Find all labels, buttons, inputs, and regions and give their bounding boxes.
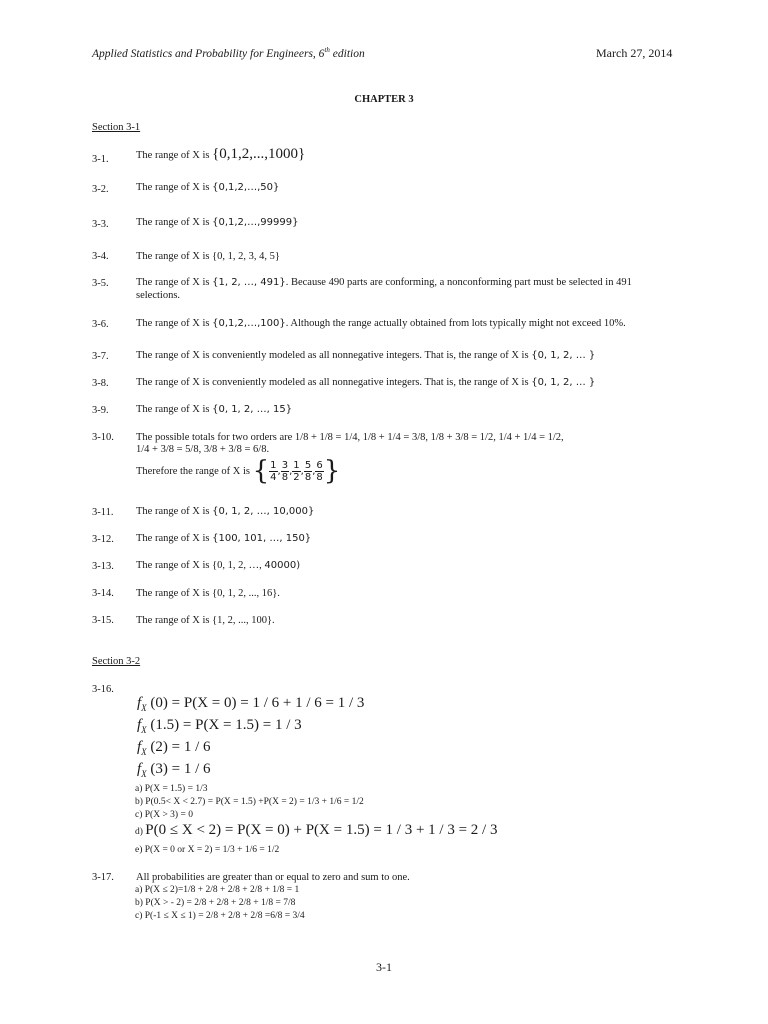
problem-text-cont: Therefore the range of X is { $\frac{1}{4}$ , $\frac{3}{8}$ , $\frac{1}{2}$ , $\frac{5}{8}$ , $\frac{6}{8}$ } [136,456,341,486]
equation-line: $f_X$ (3) = 1 / 6 [137,761,211,779]
problem-text: The range of X is {0, 1, 2, …, 15} [136,404,293,415]
problem-number: 3-6. [92,319,109,330]
equation-line: $f_X$ (1.5) = P(X = 1.5) = 1 / 3 [137,717,302,735]
problem-text: The range of X is {1, 2, ..., 100}. [136,615,275,626]
sub-answer: d) P(0 ≤ X < 2) = P(X = 0) + P(X = 1.5) = 1 / 3 + 1 / 3 = 2 / 3 [135,822,498,838]
problem-number: 3-1. [92,154,109,165]
book-title: Applied Statistics and Probability for Engineers, 6th edition [92,46,365,60]
problem-number: 3-5. [92,278,109,289]
sub-answer: c) P(X > 3) = 0 [135,810,193,820]
problem-text: The range of X is conveniently modeled as all nonnegative integers. That is, the range of X is {0, 1, 2, … } [136,377,596,388]
problem-text: The range of X is {0, 1, 2, ..., 16}. [136,588,280,599]
problem-text-cont: selections. [136,290,181,301]
problem-text: The range of X is {0,1,2,…,99999} [136,217,299,228]
problem-text: The range of X is {0,1,2,...,1000} [136,146,306,162]
problem-number: 3-9. [92,405,109,416]
problem-number: 3-10. [92,432,114,443]
problem-text: The range of X is {0,1,2,…,50} [136,182,280,193]
page-number: 3-1 [376,960,392,974]
problem-text-cont: 1/4 + 3/8 = 5/8, 3/8 + 3/8 = 6/8. [136,444,270,455]
problem-text: The range of X is {0, 1, 2, …, 40000) [136,560,301,571]
problem-text: The range of X is {0,1,2,…,100}. Although the range actually obtained from lots typically might not exceed 10%. [136,318,626,329]
sub-answer: b) P(X > - 2) = 2/8 + 2/8 + 2/8 + 1/8 = 7/8 [135,898,296,908]
problem-text: The range of X is {0, 1, 2, 3, 4, 5} [136,251,280,262]
problem-number: 3-2. [92,184,109,195]
fraction: $\frac{6}{8}$ [316,459,323,483]
sub-answer: a) P(X ≤ 2)=1/8 + 2/8 + 2/8 + 2/8 + 1/8 = 1 [135,885,300,895]
problem-number: 3-12. [92,534,114,545]
problem-number: 3-4. [92,251,109,262]
problem-number: 3-7. [92,351,109,362]
fraction: $\frac{1}{2}$ [293,459,300,483]
problem-text: The range of X is conveniently modeled as all nonnegative integers. That is, the range of X is {0, 1, 2, … } [136,350,596,361]
problem-number: 3-17. [92,872,114,883]
sub-answer: a) P(X = 1.5) = 1/3 [135,784,208,794]
problem-text: The range of X is {100, 101, …, 150} [136,533,312,544]
problem-text: The range of X is {0, 1, 2, …, 10,000} [136,506,315,517]
problem-number: 3-8. [92,378,109,389]
problem-number: 3-15. [92,615,114,626]
sub-answer: c) P(-1 ≤ X ≤ 1) = 2/8 + 2/8 + 2/8 =6/8 = 3/4 [135,911,305,921]
problem-number: 3-14. [92,588,114,599]
problem-text: The possible totals for two orders are 1/8 + 1/8 = 1/4, 1/8 + 1/4 = 3/8, 1/8 + 3/8 = 1/2, 1/4 + 1/4 = 1/2, [136,432,564,443]
chapter-title: CHAPTER 3 [354,94,414,105]
equation-line: $f_X$ (2) = 1 / 6 [137,739,211,757]
section-heading: Section 3-2 [92,656,141,667]
problem-text: The range of X is {1, 2, …, 491}. Because 490 parts are conforming, a nonconforming part must be selected in 491 [136,277,632,288]
fraction: $\frac{1}{4}$ [270,459,277,483]
sub-answer: b) P(0.5< X < 2.7) = P(X = 1.5) +P(X = 2) = 1/3 + 1/6 = 1/2 [135,797,364,807]
problem-number: 3-11. [92,507,114,518]
header-date: March 27, 2014 [596,46,673,60]
fraction: $\frac{5}{8}$ [304,459,312,483]
section-heading: Section 3-1 [92,122,141,133]
equation-line: $f_X$ (0) = P(X = 0) = 1 / 6 + 1 / 6 = 1 / 3 [137,695,365,713]
problem-text: All probabilities are greater than or equal to zero and sum to one. [136,872,410,883]
fraction: $\frac{3}{8}$ [281,459,289,483]
problem-number: 3-13. [92,561,114,572]
sub-answer: e) P(X = 0 or X = 2) = 1/3 + 1/6 = 1/2 [135,845,280,855]
problem-number: 3-16. [92,684,114,695]
problem-number: 3-3. [92,219,109,230]
